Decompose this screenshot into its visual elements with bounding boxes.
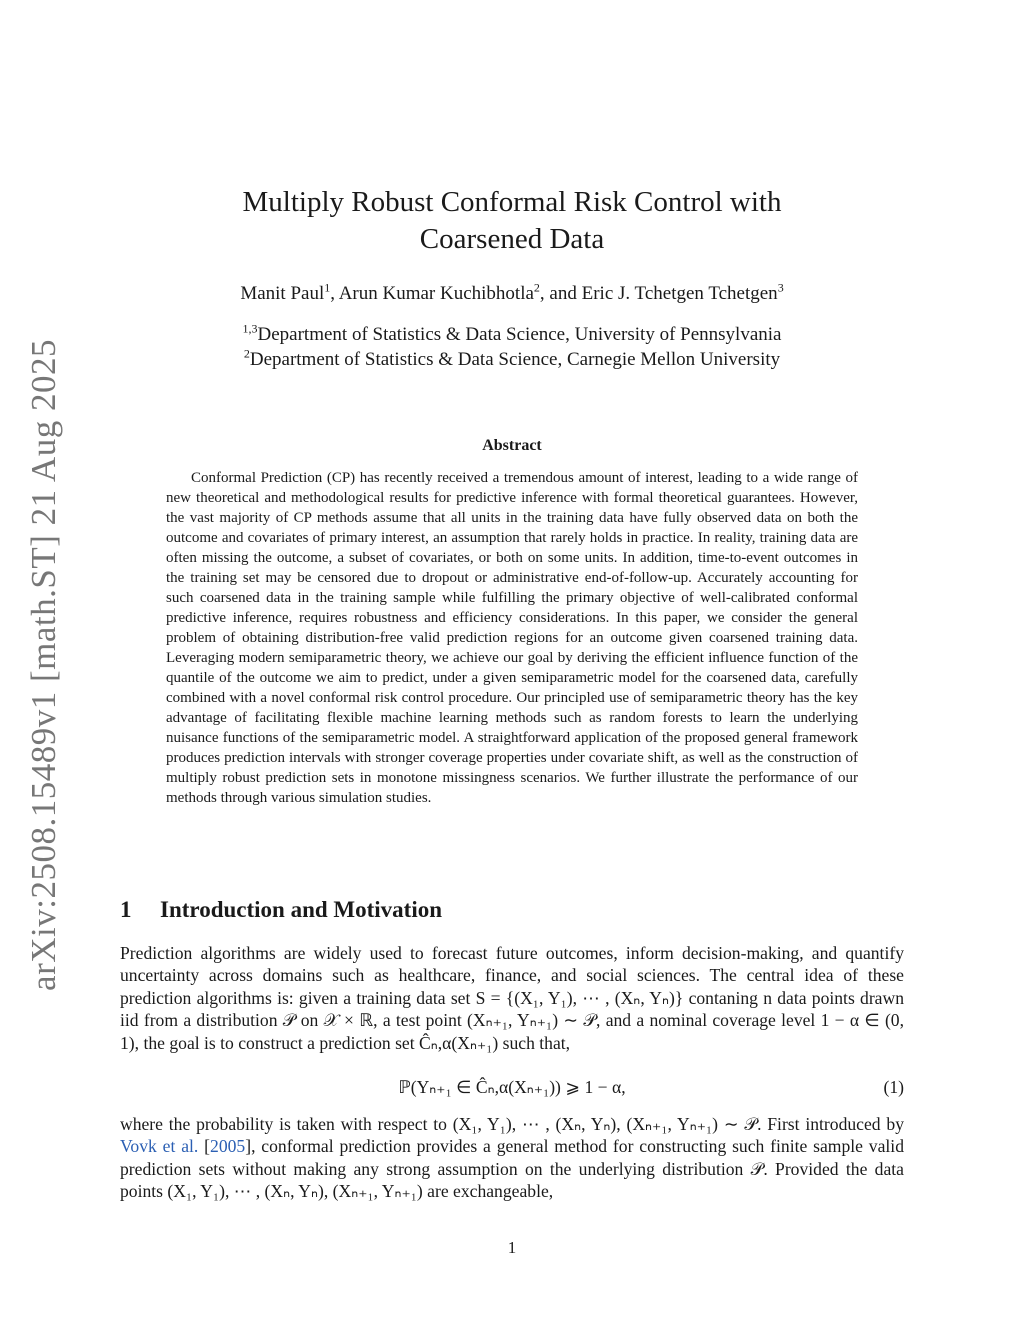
section-number: 1 — [120, 897, 132, 922]
author-name: Arun Kumar Kuchibhotla — [338, 283, 534, 304]
author-name: Eric J. Tchetgen Tchetgen — [581, 283, 778, 304]
page-number: 1 — [507, 1238, 517, 1257]
section-heading — [120, 897, 442, 923]
paragraph-text: where the probability is taken with respect to (X₁, Y₁), ⋯ , (Xₙ, Yₙ), (Xₙ₊₁, Yₙ₊₁) ∼ 𝒫. First introduced by — [120, 1114, 904, 1134]
author-separator: , — [330, 283, 339, 304]
equation-number: (1) — [883, 1077, 904, 1097]
author-affiliation-mark: 3 — [777, 280, 784, 295]
abstract-heading: Abstract — [482, 437, 542, 454]
author-list — [150, 280, 874, 305]
display-equation — [120, 1077, 904, 1103]
arxiv-identifier-text: arXiv:2508.15489v1 [math.ST] 21 Aug 2025 — [24, 339, 63, 991]
affiliation-line — [150, 347, 874, 372]
affiliation-mark: 2 — [243, 346, 250, 361]
paper-title: Multiply Robust Conformal Risk Control with Coarsened Data — [242, 186, 782, 255]
equation-expression: ℙ(Yₙ₊₁ ∈ Ĉₙ,α(Xₙ₊₁)) ⩾ 1 − α, — [398, 1077, 626, 1097]
paragraph-text: , conformal prediction provides a general method for constructing such finite sample valid prediction sets without making any strong assumption on the underlying distribution 𝒫. Provided the data points (X₁, Y₁), ⋯ , (Xₙ, Yₙ), (Xₙ₊₁, Yₙ₊₁) are exchangeable, — [120, 1136, 904, 1202]
author-affiliation-mark: 2 — [533, 280, 540, 295]
arxiv-identifier-stamp — [18, 339, 70, 991]
intro-paragraph-continued: where the probability is taken with respect to (X₁, Y₁), ⋯ , (Xₙ, Yₙ), (Xₙ₊₁, Yₙ₊₁) ∼ 𝒫. First introduced by Vovk et al. [2005], conformal prediction provides a general method for constructing such finite sample valid prediction sets without making any strong assumption on the underlying distribution 𝒫. Provided the data points (X₁, Y₁), ⋯ , (Xₙ, Yₙ), (Xₙ₊₁, Yₙ₊₁) are exchangeable, — [120, 1114, 904, 1202]
intro-paragraph: Prediction algorithms are widely used to forecast future outcomes, inform decision-making, and quantify uncertainty across domains such as healthcare, finance, and social sciences. The central idea of these prediction algorithms is: given a training data set S = {(X₁, Y₁), ⋯ , (Xₙ, Yₙ)} contaning n data points drawn iid from a distribution 𝒫 on 𝒳 × ℝ, a test point (Xₙ₊₁, Yₙ₊₁) ∼ 𝒫, and a nominal coverage level 1 − α ∈ (0, 1), the goal is to construct a prediction set Ĉₙ,α(Xₙ₊₁) such that, — [120, 943, 904, 1053]
author-affiliation-mark: 1 — [324, 280, 331, 295]
author-separator: , and — [539, 283, 582, 304]
section-title: Introduction and Motivation — [160, 897, 443, 922]
author-name: Manit Paul — [240, 283, 325, 304]
citation-link-year[interactable]: 2005 — [210, 1136, 246, 1157]
affiliation-text: Department of Statistics & Data Science, Carnegie Mellon University — [249, 349, 781, 370]
abstract-text: Conformal Prediction (CP) has recently received a tremendous amount of interest, leading to a wide range of new theoretical and methodological results for predictive inference with formal theoretical guarantees. However, the vast majority of CP methods assume that all units in the training data have fully observed data on both the outcome and covariates of primary interest, an assumption that rarely holds in practice. In reality, training data are often missing the outcome, a subset of covariates, or both on some units. In addition, time-to-event outcomes in the training set may be censored due to dropout or administrative end-of-follow-up. Accurately accounting for such coarsened data in the training sample while fulfilling the primary objective of well-calibrated conformal predictive inference, requires robustness and efficiency considerations. In this paper, we consider the general problem of obtaining distribution-free valid prediction regions for an outcome given coarsened training data. Leveraging modern semiparametric theory, we achieve our goal by deriving the efficient influence function of the quantile of the outcome we aim to predict, under a given semiparametric model for the coarsened data, carefully combined with a novel conformal risk control procedure. Our principled use of semiparametric theory has the key advantage of facilitating flexible machine learning methods such as random forests to learn the underlying nuisance functions of the semiparametric model. A straightforward application of the proposed general framework produces prediction intervals with stronger coverage properties under covariate shift, as well as the construction of multiply robust prediction sets in monotone missingness scenarios. We further illustrate the performance of our methods through various simulation studies. — [166, 470, 858, 806]
affiliation-mark: 1,3 — [242, 321, 258, 336]
affiliation-line — [150, 322, 874, 347]
affiliation-text: Department of Statistics & Data Science, University of Pennsylvania — [257, 324, 782, 345]
affiliation-list — [150, 322, 874, 372]
citation-link-authors[interactable]: Vovk et al. — [120, 1136, 199, 1157]
